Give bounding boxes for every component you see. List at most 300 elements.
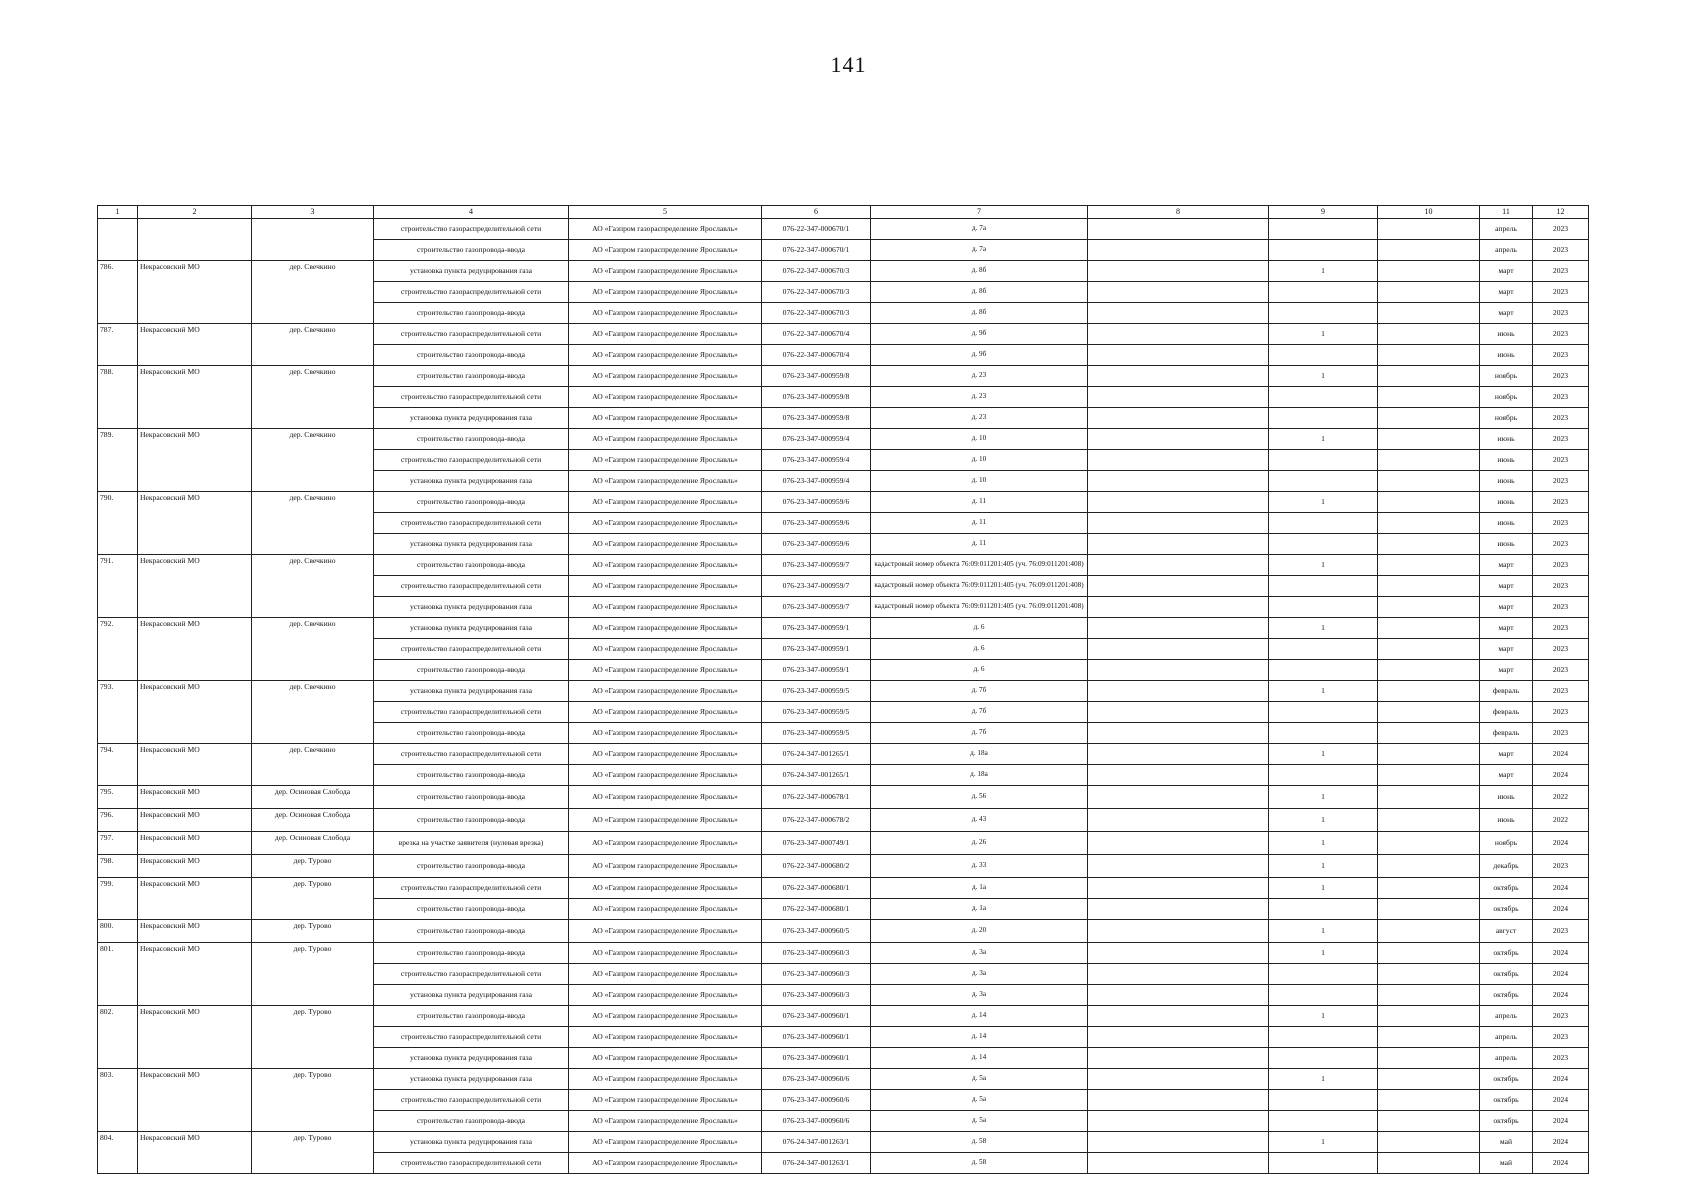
work-type: строительство газопровода-ввода	[374, 765, 569, 786]
table-row	[98, 618, 1589, 639]
count-cell: 1	[1269, 1006, 1378, 1027]
municipality: Некрасовский МО	[138, 920, 252, 943]
table-row	[98, 261, 1589, 282]
column-10-cell	[1378, 723, 1480, 744]
settlement: дер. Свечкино	[252, 681, 374, 744]
month-cell: март	[1480, 555, 1533, 576]
object-address: д. 18а	[871, 765, 1088, 786]
municipality: Некрасовский МО	[138, 1006, 252, 1069]
object-address: д. 33	[871, 855, 1088, 878]
municipality: Некрасовский МО	[138, 809, 252, 832]
work-type: установка пункта редуцирования газа	[374, 597, 569, 618]
contract-code: 076-23-347-000960/6	[762, 1069, 871, 1090]
table-body	[98, 219, 1589, 1174]
contract-code: 076-23-347-000959/5	[762, 681, 871, 702]
work-type: строительство газопровода-ввода	[374, 303, 569, 324]
month-cell: март	[1480, 576, 1533, 597]
settlement: дер. Турово	[252, 878, 374, 920]
row-number: 803.	[98, 1069, 138, 1132]
work-type: строительство газопровода-ввода	[374, 899, 569, 920]
organization: АО «Газпром газораспределение Ярославль»	[569, 1069, 762, 1090]
column-10-cell	[1378, 471, 1480, 492]
column-8-cell	[1088, 702, 1269, 723]
month-cell: июнь	[1480, 324, 1533, 345]
month-cell: октябрь	[1480, 1090, 1533, 1111]
count-cell: 1	[1269, 492, 1378, 513]
row-number: 802.	[98, 1006, 138, 1069]
column-8-cell	[1088, 681, 1269, 702]
contract-code: 076-22-347-000670/3	[762, 261, 871, 282]
settlement: дер. Свечкино	[252, 555, 374, 618]
contract-code: 076-23-347-000959/7	[762, 555, 871, 576]
column-8-cell	[1088, 450, 1269, 471]
table-row	[98, 809, 1589, 832]
column-8-cell	[1088, 429, 1269, 450]
organization: АО «Газпром газораспределение Ярославль»	[569, 513, 762, 534]
contract-code: 076-23-347-000959/5	[762, 702, 871, 723]
row-number: 797.	[98, 832, 138, 855]
object-address: кадастровый номер объекта 76:09:011201:405 (уч. 76:09:011201:408)	[871, 555, 1088, 576]
contract-code: 076-24-347-001265/1	[762, 744, 871, 765]
object-address: д. 9б	[871, 345, 1088, 366]
year-cell: 2023	[1533, 681, 1589, 702]
column-10-cell	[1378, 899, 1480, 920]
column-8-cell	[1088, 408, 1269, 429]
row-number: 804.	[98, 1132, 138, 1174]
object-address: д. 26	[871, 832, 1088, 855]
year-cell: 2023	[1533, 855, 1589, 878]
contract-code: 076-22-347-000670/4	[762, 345, 871, 366]
object-address: д. 8б	[871, 261, 1088, 282]
year-cell: 2023	[1533, 408, 1589, 429]
column-10-cell	[1378, 1090, 1480, 1111]
year-cell: 2022	[1533, 786, 1589, 809]
work-type: установка пункта редуцирования газа	[374, 261, 569, 282]
month-cell: июнь	[1480, 492, 1533, 513]
column-10-cell	[1378, 429, 1480, 450]
count-cell: 1	[1269, 555, 1378, 576]
year-cell: 2024	[1533, 985, 1589, 1006]
count-cell: 1	[1269, 366, 1378, 387]
contract-code: 076-22-347-000680/1	[762, 878, 871, 899]
month-cell: ноябрь	[1480, 832, 1533, 855]
column-8-cell	[1088, 964, 1269, 985]
object-address: д. 7а	[871, 219, 1088, 240]
object-address: д. 58	[871, 1153, 1088, 1174]
municipality: Некрасовский МО	[138, 832, 252, 855]
column-10-cell	[1378, 1027, 1480, 1048]
year-cell: 2023	[1533, 1027, 1589, 1048]
organization: АО «Газпром газораспределение Ярославль»	[569, 366, 762, 387]
year-cell: 2024	[1533, 744, 1589, 765]
count-cell: 1	[1269, 429, 1378, 450]
object-address: кадастровый номер объекта 76:09:011201:405 (уч. 76:09:011201:408)	[871, 576, 1088, 597]
count-cell	[1269, 408, 1378, 429]
row-number: 790.	[98, 492, 138, 555]
municipality: Некрасовский МО	[138, 324, 252, 366]
row-number: 792.	[98, 618, 138, 681]
count-cell	[1269, 240, 1378, 261]
month-cell: март	[1480, 660, 1533, 681]
column-8-cell	[1088, 809, 1269, 832]
contract-code: 076-23-347-000959/6	[762, 534, 871, 555]
work-type: строительство газораспределительной сети	[374, 450, 569, 471]
month-cell: октябрь	[1480, 964, 1533, 985]
contract-code: 076-24-347-001263/1	[762, 1153, 871, 1174]
column-10-cell	[1378, 878, 1480, 899]
table-row	[98, 324, 1589, 345]
column-10-cell	[1378, 1048, 1480, 1069]
year-cell: 2023	[1533, 492, 1589, 513]
row-number: 799.	[98, 878, 138, 920]
work-type: строительство газораспределительной сети	[374, 513, 569, 534]
column-8-cell	[1088, 1111, 1269, 1132]
month-cell: февраль	[1480, 702, 1533, 723]
contract-code: 076-22-347-000678/2	[762, 809, 871, 832]
year-cell: 2023	[1533, 429, 1589, 450]
month-cell: декабрь	[1480, 855, 1533, 878]
year-cell: 2023	[1533, 240, 1589, 261]
year-cell: 2023	[1533, 303, 1589, 324]
organization: АО «Газпром газораспределение Ярославль»	[569, 1153, 762, 1174]
year-cell: 2024	[1533, 1090, 1589, 1111]
count-cell	[1269, 1153, 1378, 1174]
year-cell: 2024	[1533, 765, 1589, 786]
column-10-cell	[1378, 809, 1480, 832]
year-cell: 2023	[1533, 660, 1589, 681]
organization: АО «Газпром газораспределение Ярославль»	[569, 920, 762, 943]
organization: АО «Газпром газораспределение Ярославль»	[569, 702, 762, 723]
column-8-cell	[1088, 324, 1269, 345]
year-cell: 2023	[1533, 450, 1589, 471]
contract-code: 076-23-347-000959/6	[762, 513, 871, 534]
contract-code: 076-22-347-000670/3	[762, 303, 871, 324]
row-number: 789.	[98, 429, 138, 492]
organization: АО «Газпром газораспределение Ярославль»	[569, 855, 762, 878]
year-cell: 2023	[1533, 471, 1589, 492]
column-8-cell	[1088, 744, 1269, 765]
work-type: строительство газопровода-ввода	[374, 492, 569, 513]
object-address: д. 7б	[871, 723, 1088, 744]
year-cell: 2023	[1533, 324, 1589, 345]
municipality: Некрасовский МО	[138, 786, 252, 809]
organization: АО «Газпром газораспределение Ярославль»	[569, 765, 762, 786]
municipality: Некрасовский МО	[138, 1069, 252, 1132]
contract-code: 076-23-347-000959/1	[762, 618, 871, 639]
column-header: 12	[1533, 206, 1589, 219]
month-cell: июнь	[1480, 345, 1533, 366]
object-address: д. 11	[871, 513, 1088, 534]
organization: АО «Газпром газораспределение Ярославль»	[569, 345, 762, 366]
contract-code: 076-23-347-000960/3	[762, 943, 871, 964]
column-10-cell	[1378, 387, 1480, 408]
settlement: дер. Осиновая Слобода	[252, 786, 374, 809]
contract-code: 076-23-347-000959/7	[762, 597, 871, 618]
object-address: д. 23	[871, 408, 1088, 429]
count-cell	[1269, 660, 1378, 681]
settlement: дер. Осиновая Слобода	[252, 832, 374, 855]
table-row	[98, 943, 1589, 964]
column-header: 6	[762, 206, 871, 219]
year-cell: 2023	[1533, 366, 1589, 387]
contract-code: 076-23-347-000960/3	[762, 964, 871, 985]
contract-code: 076-23-347-000959/8	[762, 387, 871, 408]
contract-code: 076-23-347-000749/1	[762, 832, 871, 855]
month-cell: июнь	[1480, 429, 1533, 450]
object-address: д. 23	[871, 366, 1088, 387]
gasification-schedule-table	[97, 205, 1589, 1174]
month-cell: февраль	[1480, 681, 1533, 702]
work-type: установка пункта редуцирования газа	[374, 471, 569, 492]
column-8-cell	[1088, 920, 1269, 943]
work-type: установка пункта редуцирования газа	[374, 534, 569, 555]
row-number: 795.	[98, 786, 138, 809]
contract-code: 076-23-347-000959/8	[762, 408, 871, 429]
column-number-row	[98, 206, 1589, 219]
object-address: кадастровый номер объекта 76:09:011201:405 (уч. 76:09:011201:408)	[871, 597, 1088, 618]
column-8-cell	[1088, 985, 1269, 1006]
count-cell	[1269, 1090, 1378, 1111]
count-cell	[1269, 702, 1378, 723]
settlement: дер. Турово	[252, 1006, 374, 1069]
month-cell: июнь	[1480, 471, 1533, 492]
column-header: 11	[1480, 206, 1533, 219]
municipality: Некрасовский МО	[138, 855, 252, 878]
work-type: строительство газопровода-ввода	[374, 555, 569, 576]
municipality: Некрасовский МО	[138, 1132, 252, 1174]
contract-code: 076-23-347-000960/6	[762, 1111, 871, 1132]
count-cell: 1	[1269, 324, 1378, 345]
count-cell	[1269, 1111, 1378, 1132]
year-cell: 2023	[1533, 555, 1589, 576]
month-cell: март	[1480, 261, 1533, 282]
year-cell: 2023	[1533, 282, 1589, 303]
contract-code: 076-22-347-000670/3	[762, 282, 871, 303]
column-8-cell	[1088, 345, 1269, 366]
object-address: д. 6	[871, 639, 1088, 660]
table-row	[98, 681, 1589, 702]
table-row	[98, 744, 1589, 765]
settlement: дер. Свечкино	[252, 492, 374, 555]
column-10-cell	[1378, 324, 1480, 345]
column-10-cell	[1378, 219, 1480, 240]
count-cell	[1269, 534, 1378, 555]
work-type: строительство газопровода-ввода	[374, 809, 569, 832]
work-type: строительство газопровода-ввода	[374, 660, 569, 681]
column-10-cell	[1378, 366, 1480, 387]
work-type: строительство газораспределительной сети	[374, 744, 569, 765]
settlement: дер. Свечкино	[252, 324, 374, 366]
year-cell: 2024	[1533, 964, 1589, 985]
column-10-cell	[1378, 282, 1480, 303]
column-8-cell	[1088, 1006, 1269, 1027]
column-header: 1	[98, 206, 138, 219]
object-address: д. 18а	[871, 744, 1088, 765]
contract-code: 076-22-347-000670/1	[762, 240, 871, 261]
object-address: д. 9б	[871, 324, 1088, 345]
count-cell	[1269, 723, 1378, 744]
column-8-cell	[1088, 261, 1269, 282]
column-8-cell	[1088, 943, 1269, 964]
contract-code: 076-23-347-000960/6	[762, 1090, 871, 1111]
organization: АО «Газпром газораспределение Ярославль»	[569, 534, 762, 555]
row-number: 793.	[98, 681, 138, 744]
organization: АО «Газпром газораспределение Ярославль»	[569, 324, 762, 345]
column-10-cell	[1378, 450, 1480, 471]
contract-code: 076-23-347-000959/6	[762, 492, 871, 513]
month-cell: октябрь	[1480, 878, 1533, 899]
work-type: строительство газопровода-ввода	[374, 345, 569, 366]
column-8-cell	[1088, 855, 1269, 878]
contract-code: 076-23-347-000960/3	[762, 985, 871, 1006]
object-address: д. 58	[871, 1132, 1088, 1153]
municipality: Некрасовский МО	[138, 744, 252, 786]
count-cell	[1269, 513, 1378, 534]
work-type: строительство газопровода-ввода	[374, 723, 569, 744]
object-address: д. 1а	[871, 899, 1088, 920]
month-cell: октябрь	[1480, 1069, 1533, 1090]
column-8-cell	[1088, 660, 1269, 681]
object-address: д. 3а	[871, 964, 1088, 985]
table-row	[98, 878, 1589, 899]
year-cell: 2023	[1533, 1006, 1589, 1027]
municipality: Некрасовский МО	[138, 429, 252, 492]
work-type: строительство газопровода-ввода	[374, 366, 569, 387]
month-cell: март	[1480, 618, 1533, 639]
column-header: 4	[374, 206, 569, 219]
object-address: д. 8б	[871, 303, 1088, 324]
organization: АО «Газпром газораспределение Ярославль»	[569, 261, 762, 282]
object-address: д. 7б	[871, 681, 1088, 702]
count-cell: 1	[1269, 878, 1378, 899]
count-cell	[1269, 1048, 1378, 1069]
count-cell	[1269, 639, 1378, 660]
month-cell: март	[1480, 282, 1533, 303]
column-header: 7	[871, 206, 1088, 219]
count-cell	[1269, 387, 1378, 408]
month-cell: июнь	[1480, 450, 1533, 471]
column-header: 2	[138, 206, 252, 219]
month-cell: май	[1480, 1153, 1533, 1174]
work-type: строительство газопровода-ввода	[374, 429, 569, 450]
column-8-cell	[1088, 1132, 1269, 1153]
column-10-cell	[1378, 985, 1480, 1006]
month-cell: апрель	[1480, 240, 1533, 261]
count-cell	[1269, 303, 1378, 324]
column-header: 5	[569, 206, 762, 219]
month-cell: октябрь	[1480, 985, 1533, 1006]
count-cell	[1269, 1027, 1378, 1048]
month-cell: апрель	[1480, 1006, 1533, 1027]
year-cell: 2023	[1533, 920, 1589, 943]
column-8-cell	[1088, 899, 1269, 920]
work-type: установка пункта редуцирования газа	[374, 985, 569, 1006]
column-8-cell	[1088, 1048, 1269, 1069]
settlement: дер. Свечкино	[252, 261, 374, 324]
column-10-cell	[1378, 1132, 1480, 1153]
table-row	[98, 920, 1589, 943]
count-cell: 1	[1269, 943, 1378, 964]
work-type: строительство газораспределительной сети	[374, 324, 569, 345]
year-cell: 2023	[1533, 261, 1589, 282]
object-address: д. 10	[871, 429, 1088, 450]
settlement: дер. Осиновая Слобода	[252, 809, 374, 832]
year-cell: 2023	[1533, 597, 1589, 618]
object-address: д. 23	[871, 387, 1088, 408]
object-address: д. 14	[871, 1006, 1088, 1027]
work-type: установка пункта редуцирования газа	[374, 408, 569, 429]
year-cell: 2023	[1533, 1048, 1589, 1069]
work-type: строительство газораспределительной сети	[374, 1153, 569, 1174]
column-10-cell	[1378, 261, 1480, 282]
column-10-cell	[1378, 786, 1480, 809]
organization: АО «Газпром газораспределение Ярославль»	[569, 660, 762, 681]
column-10-cell	[1378, 832, 1480, 855]
count-cell	[1269, 597, 1378, 618]
column-8-cell	[1088, 513, 1269, 534]
object-address: д. 7б	[871, 702, 1088, 723]
work-type: строительство газопровода-ввода	[374, 920, 569, 943]
organization: АО «Газпром газораспределение Ярославль»	[569, 1111, 762, 1132]
organization: АО «Газпром газораспределение Ярославль»	[569, 450, 762, 471]
work-type: строительство газопровода-ввода	[374, 240, 569, 261]
contract-code: 076-23-347-000959/1	[762, 660, 871, 681]
object-address: д. 14	[871, 1027, 1088, 1048]
month-cell: февраль	[1480, 723, 1533, 744]
year-cell: 2023	[1533, 702, 1589, 723]
organization: АО «Газпром газораспределение Ярославль»	[569, 408, 762, 429]
column-10-cell	[1378, 639, 1480, 660]
object-address: д. 10	[871, 471, 1088, 492]
column-8-cell	[1088, 492, 1269, 513]
column-8-cell	[1088, 1153, 1269, 1174]
column-10-cell	[1378, 492, 1480, 513]
contract-code: 076-23-347-000959/4	[762, 429, 871, 450]
contract-code: 076-23-347-000959/4	[762, 450, 871, 471]
year-cell: 2023	[1533, 576, 1589, 597]
table-row	[98, 366, 1589, 387]
column-8-cell	[1088, 786, 1269, 809]
month-cell: март	[1480, 303, 1533, 324]
row-number: 794.	[98, 744, 138, 786]
year-cell: 2024	[1533, 943, 1589, 964]
month-cell: октябрь	[1480, 899, 1533, 920]
work-type: строительство газопровода-ввода	[374, 855, 569, 878]
year-cell: 2023	[1533, 723, 1589, 744]
column-10-cell	[1378, 1153, 1480, 1174]
work-type: строительство газопровода-ввода	[374, 786, 569, 809]
organization: АО «Газпром газораспределение Ярославль»	[569, 303, 762, 324]
object-address: д. 10	[871, 450, 1088, 471]
year-cell: 2023	[1533, 387, 1589, 408]
row-number: 791.	[98, 555, 138, 618]
month-cell: июнь	[1480, 534, 1533, 555]
year-cell: 2024	[1533, 878, 1589, 899]
count-cell: 1	[1269, 618, 1378, 639]
table-row	[98, 855, 1589, 878]
object-address: д. 1а	[871, 878, 1088, 899]
column-header: 9	[1269, 206, 1378, 219]
column-8-cell	[1088, 387, 1269, 408]
count-cell: 1	[1269, 1132, 1378, 1153]
organization: АО «Газпром газораспределение Ярославль»	[569, 1048, 762, 1069]
work-type: врезка на участке заявителя (нулевая врезка)	[374, 832, 569, 855]
work-type: установка пункта редуцирования газа	[374, 1132, 569, 1153]
organization: АО «Газпром газораспределение Ярославль»	[569, 723, 762, 744]
table-row	[98, 1006, 1589, 1027]
month-cell: март	[1480, 639, 1533, 660]
object-address: д. 6	[871, 618, 1088, 639]
